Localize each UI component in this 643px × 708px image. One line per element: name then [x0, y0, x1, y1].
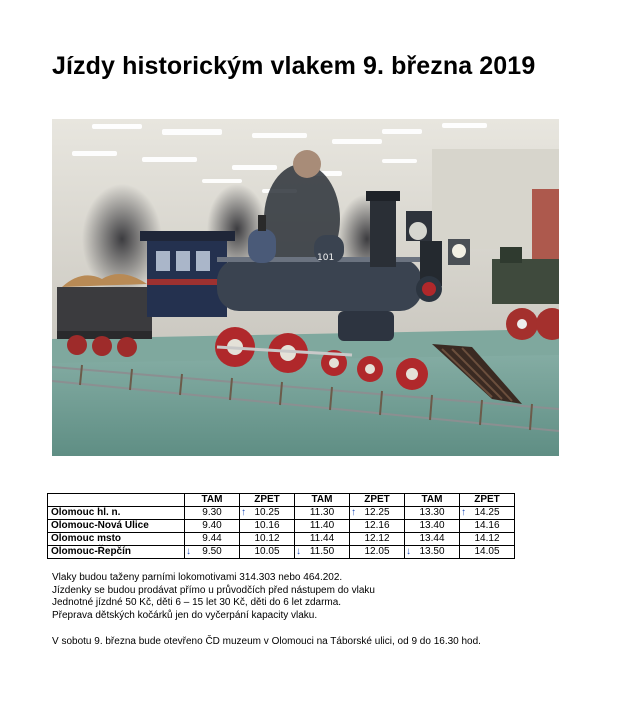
arrow-up-icon: ↑ [351, 507, 356, 518]
arrow-down-icon: ↓ [406, 546, 411, 557]
engine-number: 101 [317, 253, 335, 263]
timetable-header-row [48, 494, 515, 507]
time-cell: 13.30 [405, 507, 460, 520]
time-cell: ↓ 11.50 [295, 546, 350, 559]
time-cell: 10.16 [240, 520, 295, 533]
time-cell: 12.05 [350, 546, 405, 559]
arrow-down-icon: ↓ [186, 546, 191, 557]
header-tam-1: TAM [185, 494, 240, 507]
table-row [48, 520, 515, 533]
locomotive-photo [52, 119, 559, 456]
arrow-down-icon: ↓ [296, 546, 301, 557]
time-cell: 11.40 [295, 520, 350, 533]
time-cell: 14.12 [460, 533, 515, 546]
time-cell: 10.12 [240, 533, 295, 546]
time-cell: 14.16 [460, 520, 515, 533]
time-cell: 9.30 [185, 507, 240, 520]
time-cell: ↑ 10.25 [240, 507, 295, 520]
header-zpet-2: ZPET [350, 494, 405, 507]
time-cell: ↑ 14.25 [460, 507, 515, 520]
station-name: Olomouc hl. n. [48, 507, 185, 520]
header-zpet-1: ZPET [240, 494, 295, 507]
notes [52, 572, 375, 622]
time-cell: ↑ 12.25 [350, 507, 405, 520]
note-fare: Jednotné jízdné 50 Kč, děti 6 – 15 let 30 Kč, děti do 6 let zdarma. [52, 597, 342, 608]
time-cell: 10.05 [240, 546, 295, 559]
header-tam-3: TAM [405, 494, 460, 507]
time-cell: ↓ 9.50 [185, 546, 240, 559]
header-tam-2: TAM [295, 494, 350, 507]
time-cell: 9.40 [185, 520, 240, 533]
table-row [48, 533, 515, 546]
station-name: Olomouc-Nová Ulice [48, 520, 185, 533]
time-cell: 9.44 [185, 533, 240, 546]
time-cell: ↓ 13.50 [405, 546, 460, 559]
page-title: Jízdy historickým vlakem 9. března 2019 [52, 52, 536, 80]
museum-note: V sobotu 9. března bude otevřeno ČD muzeum v Olomouci na Táborské ulici, od 9 do 16.30 hod. [52, 636, 481, 647]
header-blank [48, 494, 185, 507]
table-row [48, 546, 515, 559]
time-cell: 13.44 [405, 533, 460, 546]
time-cell: 14.05 [460, 546, 515, 559]
table-row [48, 507, 515, 520]
time-cell: 12.16 [350, 520, 405, 533]
timetable [47, 493, 515, 559]
note-tickets: Jízdenky se budou prodávat přímo u průvodčích před nástupem do vlaku [52, 584, 375, 596]
time-cell: 12.12 [350, 533, 405, 546]
time-cell: 13.40 [405, 520, 460, 533]
steam-locomotive-model-photo [52, 119, 559, 456]
note-strollers: Přeprava dětských kočárků jen do vyčerpání kapacity vlaku. [52, 609, 318, 621]
arrow-up-icon: ↑ [241, 507, 246, 518]
arrow-up-icon: ↑ [461, 507, 466, 518]
header-zpet-3: ZPET [460, 494, 515, 507]
time-cell: 11.44 [295, 533, 350, 546]
note-locomotives: Vlaky budou taženy parními lokomotivami 314.303 nebo 464.202. [52, 572, 343, 583]
time-cell: 11.30 [295, 507, 350, 520]
station-name: Olomouc msto [48, 533, 185, 546]
station-name: Olomouc-Řepčín [48, 546, 185, 559]
